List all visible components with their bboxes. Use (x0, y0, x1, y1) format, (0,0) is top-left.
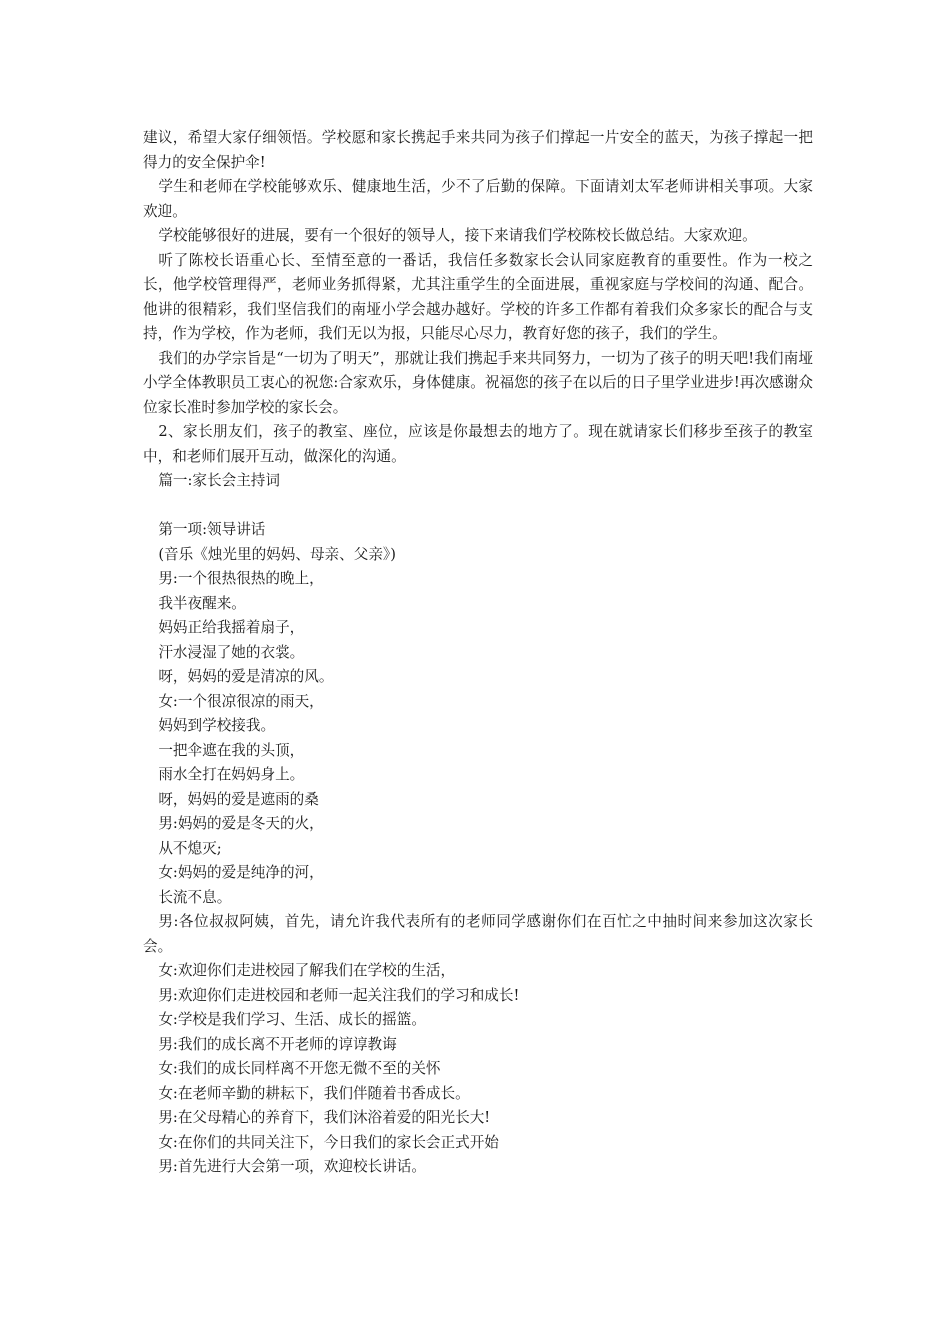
poem-line: 从不熄灭; (158, 839, 222, 857)
paragraph: 建议，希望大家仔细领悟。学校愿和家长携起手来共同为孩子们撑起一片安全的蓝天，为孩子撑起一把得力的安全保护伞! (143, 129, 813, 171)
section-heading: 篇一:家长会主持词 (158, 472, 280, 489)
dialogue-line: 女:我们的成长同样离不开您无微不至的关怀 (158, 1060, 441, 1077)
music-note: (音乐《烛光里的妈妈、母亲、父亲》) (158, 545, 396, 563)
poem-line: 妈妈正给我摇着扇子， (158, 619, 305, 636)
poem-line: 呀，妈妈的爱是清凉的风。 (158, 668, 334, 685)
dialogue-line: 男:首先进行大会第一项，欢迎校长讲话。 (158, 1158, 426, 1175)
poem-line: 男:一个很热很热的晚上， (158, 570, 324, 587)
dialogue-line: 女:欢迎你们走进校园了解我们在学校的生活， (158, 962, 456, 979)
poem-line: 汗水浸湿了她的衣裳。 (158, 643, 305, 661)
paragraph: 我们的办学宗旨是“一切为了明天”，那就让我们携起手来共同努力，一切为了孩子的明天吧!我们南垭小学全体教职员工衷心的祝您:合家欢乐，身体健康。祝福您的孩子在以后的日子里学业进步!再次感谢众位家长准时参加学校的家长会。 (143, 349, 813, 416)
poem-line: 女:一个很凉很凉的雨天， (158, 692, 324, 710)
dialogue-line: 女:在你们的共同关注下，今日我们的家长会正式开始 (158, 1133, 499, 1151)
dialogue-line: 女:在老师辛勤的耕耘下，我们伴随着书香成长。 (158, 1084, 470, 1102)
paragraph: 学生和老师在学校能够欢乐、健康地生活，少不了后勤的保障。下面请刘太军老师讲相关事项。大家欢迎。 (143, 178, 813, 220)
poem-line: 雨水全打在妈妈身上。 (158, 766, 305, 783)
paragraph: 听了陈校长语重心长、至情至意的一番话，我信任多数家长会认同家庭教育的重要性。作为一校之长，他学校管理得严，老师业务抓得紧，尤其注重学生的全面进展，重视家庭与学校间的沟通、配合。他讲的很精彩，我们坚信我们的南垭小学会越办越好。学校的许多工作都有着我们众多家长的配合与支持，作为学校，作为老师，我们无以为报，只能尽心尽力，教育好您的孩子，我们的学生。 (143, 251, 813, 342)
poem-line: 女:妈妈的爱是纯净的河， (158, 864, 324, 881)
poem-line: 我半夜醒来。 (158, 594, 246, 612)
poem-line: 一把伞遮在我的头顶， (158, 741, 305, 759)
paragraph: 学校能够很好的进展，要有一个很好的领导人，接下来请我们学校陈校长做总结。大家欢迎。 (158, 227, 757, 244)
dialogue-line: 男:我们的成长离不开老师的谆谆教诲 (158, 1035, 397, 1053)
poem-line: 妈妈到学校接我。 (158, 717, 276, 734)
paragraph: 2、家长朋友们，孩子的教室、座位，应该是你最想去的地方了。现在就请家长们移步至孩子的教室中，和老师们展开互动，做深化的沟通。 (143, 423, 813, 465)
dialogue-line: 女:学校是我们学习、生活、成长的摇篮。 (158, 1011, 426, 1028)
blank-line (143, 494, 813, 519)
paragraph: 男:各位叔叔阿姨，首先，请允许我代表所有的老师同学感谢你们在百忙之中抽时间来参加这次家长会。 (143, 913, 813, 955)
poem-line: 男:妈妈的爱是冬天的火， (158, 815, 324, 832)
poem-line: 呀，妈妈的爱是遮雨的桑 (158, 790, 319, 808)
section-item: 第一项:领导讲话 (158, 521, 266, 538)
poem-line: 长流不息。 (158, 888, 232, 906)
dialogue-line: 男:欢迎你们走进校园和老师一起关注我们的学习和成长! (158, 986, 520, 1004)
document-body (143, 126, 813, 1180)
dialogue-line: 男:在父母精心的养育下，我们沐浴着爱的阳光长大! (158, 1109, 491, 1126)
